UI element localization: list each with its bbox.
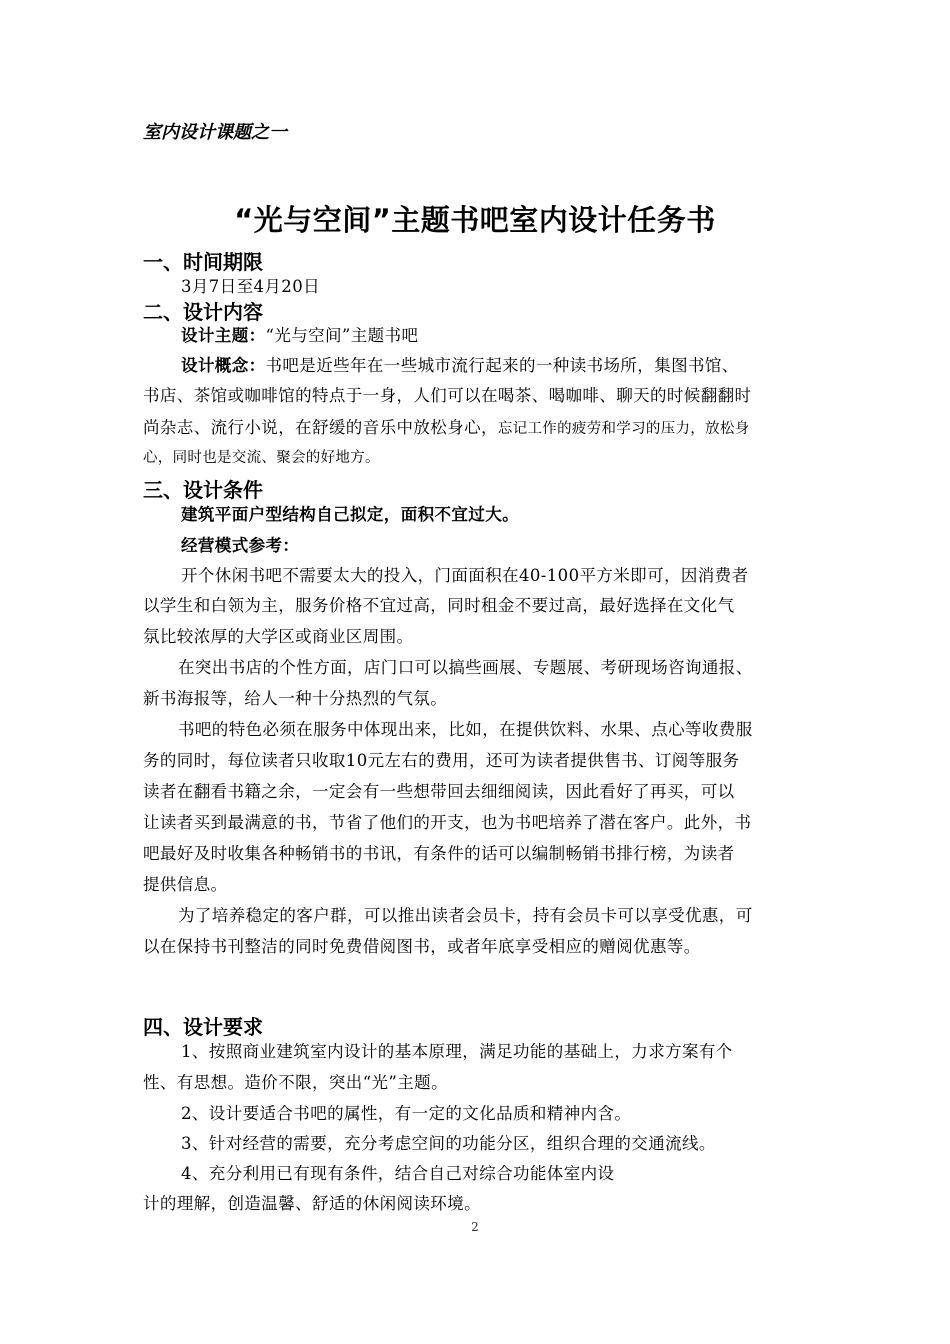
requirement-4-line-1: 4、充分利用已有现有条件，结合自己对综合功能体室内设 — [181, 1164, 615, 1183]
design-concept-line-3 — [143, 414, 750, 438]
design-concept-label: 设计概念： — [181, 356, 266, 375]
design-concept-line-2: 书店、茶馆或咖啡馆的特点于一身，人们可以在喝茶、喝咖啡、聊天的时候翻翻时 — [143, 386, 752, 405]
design-concept-line-4: 心，同时也是交流、聚会的好地方。 — [143, 450, 380, 466]
page-number: 2 — [471, 1220, 479, 1234]
concept-text-small: 忘记工作的疲劳和学习的压力，放松身 — [497, 421, 750, 437]
requirement-4-line-2: 计的理解，创造温馨、舒适的休闲阅读环境。 — [143, 1194, 481, 1213]
concept-text: 尚杂志、流行小说，在舒缓的音乐中放松身心， — [143, 418, 498, 437]
document-title: “光与空间”主题书吧室内设计任务书 — [234, 203, 716, 237]
requirement-1-line-1: 1、按照商业建筑室内设计的基本原理，满足功能的基础上，力求方案有个 — [181, 1042, 733, 1061]
paragraph-line: 读者在翻看书籍之余，一定会有一些想带回去细细阅读，因此看好了再买，可以 — [143, 782, 735, 801]
requirement-2: 2、设计要适合书吧的属性，有一定的文化品质和精神内含。 — [181, 1104, 632, 1123]
paragraph-line: 提供信息。 — [143, 875, 228, 894]
design-theme-value: “光与空间”主题书吧 — [265, 326, 419, 345]
requirement-1-line-2: 性、有思想。造价不限，突出“光”主题。 — [143, 1073, 448, 1092]
paragraph-line: 书吧的特色必须在服务中体现出来，比如，在提供饮料、水果、点心等收费服 — [178, 720, 753, 739]
business-mode-label: 经营模式参考： — [181, 536, 300, 555]
section-heading-1: 一、时间期限 — [143, 250, 263, 274]
paragraph-line: 以学生和白领为主，服务价格不宜过高，同时租金不要过高，最好选择在文化气 — [143, 596, 735, 615]
paragraph-line: 吧最好及时收集各种畅销书的书讯，有条件的话可以编制畅销书排行榜，为读者 — [143, 844, 735, 863]
requirement-3: 3、针对经营的需要，充分考虑空间的功能分区，组织合理的交通流线。 — [181, 1134, 716, 1153]
paragraph-line: 在突出书店的个性方面，店门口可以搞些画展、专题展、考研现场咨询通报、 — [178, 658, 753, 677]
paragraph-line: 让读者买到最满意的书，节省了他们的开支，也为书吧培养了潜在客户。此外，书 — [143, 813, 752, 832]
section-heading-4: 四、设计要求 — [143, 1015, 263, 1039]
design-theme-line — [181, 322, 418, 346]
time-period: 3月7日至4月20日 — [181, 277, 320, 296]
concept-text: 书吧是近些年在一些城市流行起来的一种读书场所，集图书馆、 — [265, 356, 739, 375]
design-concept-line-1 — [181, 352, 739, 376]
paragraph-line: 以在保持书刊整洁的同时免费借阅图书，或者年底享受相应的赠阅优惠等。 — [143, 937, 701, 956]
paragraph-line: 开个休闲书吧不需要太大的投入，门面面积在40-100平方米即可，因消费者 — [181, 566, 749, 585]
section-heading-2: 二、设计内容 — [143, 300, 263, 324]
design-theme-label: 设计主题： — [181, 326, 266, 345]
paragraph-line: 务的同时，每位读者只收取10元左右的费用，还可为读者提供售书、订阅等服务 — [143, 751, 740, 770]
paragraph-line: 新书海报等，给人一种十分热烈的气氛。 — [143, 689, 448, 708]
course-label: 室内设计课题之一 — [143, 122, 287, 143]
paragraph-line: 氛比较浓厚的大学区或商业区周围。 — [143, 627, 414, 646]
paragraph-line: 为了培养稳定的客户群，可以推出读者会员卡，持有会员卡可以享受优惠，可 — [178, 906, 753, 925]
building-condition: 建筑平面户型结构自己拟定，面积不宜过大。 — [181, 505, 519, 524]
section-heading-3: 三、设计条件 — [143, 478, 263, 502]
